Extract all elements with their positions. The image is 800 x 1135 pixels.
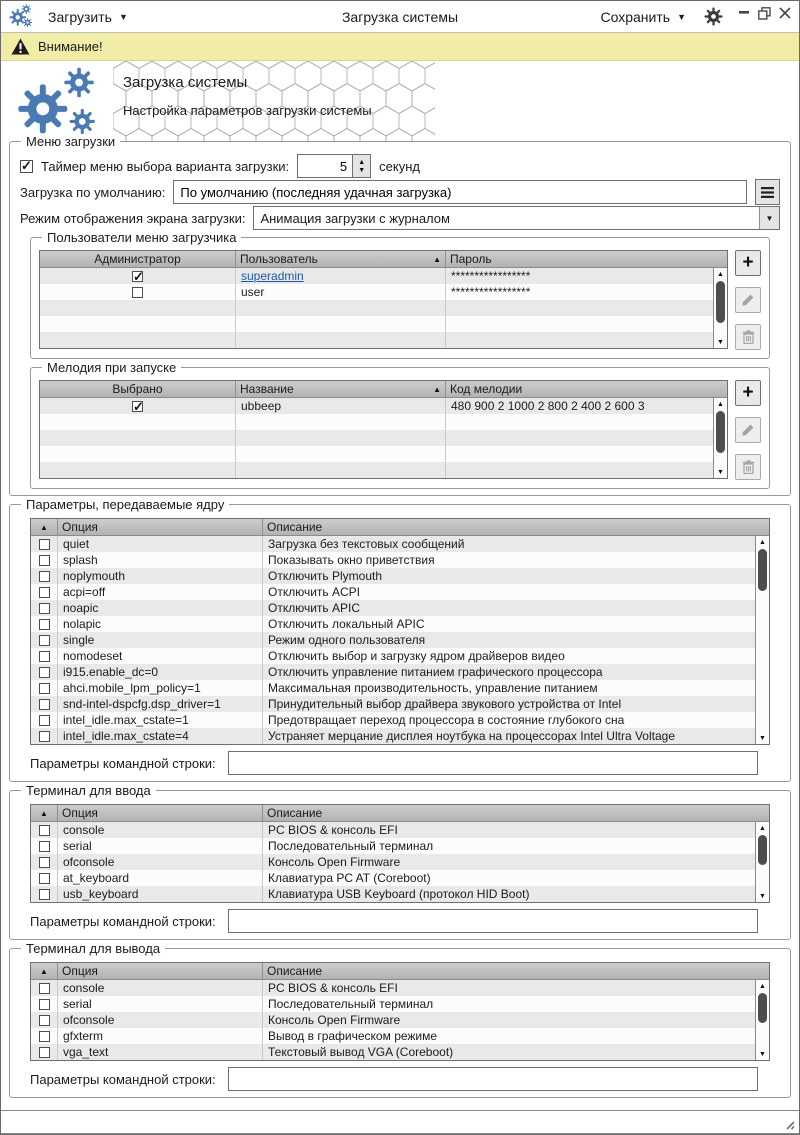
input-term-col-check[interactable]: [31, 805, 57, 821]
display-mode-select[interactable]: [253, 206, 780, 230]
melody-table: [39, 380, 728, 479]
terminal-checkbox[interactable]: [39, 999, 50, 1010]
display-mode-label: Режим отображения экрана загрузки:: [20, 210, 246, 226]
empty-row: [40, 462, 713, 478]
scroll-up-icon[interactable]: ▲: [759, 983, 766, 990]
kernel-cmdline-label: Параметры командной строки:: [30, 755, 216, 771]
scroll-up-icon[interactable]: ▲: [759, 539, 766, 546]
scroll-thumb[interactable]: [758, 993, 767, 1023]
kernel-scrollbar[interactable]: [755, 536, 769, 744]
input-terminal-legend: Терминал для ввода: [21, 783, 156, 798]
timer-spin-buttons[interactable]: [353, 154, 371, 178]
melody-row[interactable]: [40, 398, 713, 414]
kernel-param-row[interactable]: noplymouth Отключить Plymouth: [31, 568, 755, 584]
app-logo-gears-icon: [17, 67, 103, 135]
melody-scrollbar[interactable]: [713, 398, 727, 478]
maximize-button[interactable]: [758, 7, 771, 20]
scroll-thumb[interactable]: [758, 835, 767, 865]
chevron-down-icon: ▼: [118, 11, 128, 22]
output-terminal-legend: Терминал для вывода: [21, 941, 165, 956]
admin-checkbox[interactable]: [132, 271, 143, 282]
scroll-down-icon[interactable]: ▼: [759, 893, 766, 900]
param-checkbox[interactable]: [39, 667, 50, 678]
terminal-checkbox[interactable]: [39, 857, 50, 868]
input-terminal-row[interactable]: ofconsole Консоль Open Firmware: [31, 854, 755, 870]
empty-row: [40, 332, 713, 348]
terminal-checkbox[interactable]: [39, 1047, 50, 1058]
settings-button[interactable]: [704, 7, 723, 26]
boot-users-legend: Пользователи меню загрузчика: [42, 230, 241, 245]
param-checkbox[interactable]: [39, 555, 50, 566]
save-menu-button[interactable]: Сохранить ▼: [600, 8, 686, 25]
output-terminal-row[interactable]: serial Последовательный терминал: [31, 996, 755, 1012]
input-terminal-row[interactable]: serial Последовательный терминал: [31, 838, 755, 854]
param-checkbox[interactable]: [39, 651, 50, 662]
chevron-down-icon: ▼: [677, 11, 686, 22]
kernel-param-row[interactable]: intel_idle.max_cstate=1 Предотвращает переход процессора в состояние глубокого сна: [31, 712, 755, 728]
plus-icon: +: [742, 252, 754, 273]
kernel-param-row[interactable]: quiet Загрузка без текстовых сообщений: [31, 536, 755, 552]
users-table: [39, 250, 728, 349]
load-menu-button[interactable]: Загрузить ▼: [48, 8, 128, 25]
kernel-params-table: [30, 518, 770, 745]
sort-asc-icon: ▲: [433, 254, 441, 264]
scroll-down-icon[interactable]: ▼: [717, 469, 724, 476]
spin-up-icon: ▲: [358, 158, 366, 166]
kernel-params-legend: Параметры, передаваемые ядру: [21, 497, 229, 512]
input-terminal-cmdline-label: Параметры командной строки:: [30, 913, 216, 929]
kernel-param-row[interactable]: snd-intel-dspcfg.dsp_driver=1 Принудительный выбор драйвера звукового устройства от Intel: [31, 696, 755, 712]
terminal-checkbox[interactable]: [39, 889, 50, 900]
kernel-col-check[interactable]: [31, 519, 57, 535]
display-mode-value: Анимация загрузки с журналом: [260, 210, 450, 226]
input-terminal-row[interactable]: usb_keyboard Клавиатура USB Keyboard (протокол HID Boot): [31, 886, 755, 902]
app-gears-icon: [9, 4, 35, 30]
param-checkbox[interactable]: [39, 539, 50, 550]
delete-user-button[interactable]: [735, 324, 761, 350]
startup-melody-group: [30, 360, 770, 489]
admin-checkbox[interactable]: [132, 287, 143, 298]
output-terminal-scrollbar[interactable]: [755, 980, 769, 1060]
melody-col-checked[interactable]: Выбрано: [112, 382, 163, 396]
param-checkbox[interactable]: [39, 587, 50, 598]
kernel-col-option[interactable]: Опция: [57, 519, 262, 535]
input-terminal-scrollbar[interactable]: [755, 822, 769, 902]
titlebar: [1, 1, 799, 33]
input-term-col-desc[interactable]: Описание: [262, 805, 769, 821]
scroll-up-icon[interactable]: ▲: [717, 271, 724, 278]
param-checkbox[interactable]: [39, 715, 50, 726]
kernel-param-row[interactable]: nolapic Отключить локальный APIC: [31, 616, 755, 632]
scroll-down-icon[interactable]: ▼: [717, 339, 724, 346]
kernel-param-row[interactable]: ahci.mobile_lpm_policy=1 Максимальная производительность, управление питанием: [31, 680, 755, 696]
users-col-admin[interactable]: Администратор: [94, 252, 181, 266]
melody-name-cell: ubbeep: [235, 398, 445, 414]
timer-spinbox: [297, 154, 371, 178]
trash-icon: [742, 330, 755, 344]
page-title: Загрузка системы: [123, 74, 248, 91]
boot-entries-menu-button[interactable]: [755, 179, 780, 205]
param-checkbox[interactable]: [39, 635, 50, 646]
kernel-param-row[interactable]: i915.enable_dc=0 Отключить управление питанием графического процессора: [31, 664, 755, 680]
terminal-checkbox[interactable]: [39, 983, 50, 994]
scroll-thumb[interactable]: [758, 549, 767, 591]
melody-col-name[interactable]: Название ▲: [235, 381, 445, 397]
melody-checkbox[interactable]: [132, 401, 143, 412]
sort-asc-icon: ▲: [40, 966, 48, 976]
password-cell: *****************: [445, 284, 713, 300]
warning-icon: [11, 38, 30, 55]
kernel-param-row[interactable]: noapic Отключить APIC: [31, 600, 755, 616]
scroll-down-icon[interactable]: ▼: [759, 735, 766, 742]
scroll-up-icon[interactable]: ▲: [759, 825, 766, 832]
sort-asc-icon: ▲: [40, 808, 48, 818]
input-terminal-group: [9, 783, 791, 940]
output-terminal-row[interactable]: ofconsole Консоль Open Firmware: [31, 1012, 755, 1028]
add-user-button[interactable]: [735, 250, 761, 276]
plus-icon: +: [742, 382, 754, 403]
empty-row: [40, 446, 713, 462]
users-col-password[interactable]: Пароль: [445, 251, 727, 267]
input-term-col-option[interactable]: Опция: [57, 805, 262, 821]
empty-row: [40, 316, 713, 332]
user-row[interactable]: [40, 268, 713, 284]
user-link[interactable]: superadmin: [241, 269, 304, 283]
terminal-checkbox[interactable]: [39, 1015, 50, 1026]
empty-row: [40, 430, 713, 446]
empty-row: [40, 414, 713, 430]
boot-menu-group: [9, 134, 791, 496]
password-cell: *****************: [445, 268, 713, 284]
melody-col-code[interactable]: Код мелодии: [445, 381, 727, 397]
scroll-up-icon[interactable]: ▲: [717, 401, 724, 408]
window-title: Загрузка системы: [341, 8, 459, 25]
kernel-params-group: [9, 497, 791, 782]
page-header: [1, 61, 799, 141]
spin-down-icon: ▼: [358, 166, 366, 174]
pencil-icon: [741, 423, 755, 437]
input-terminal-row[interactable]: console PC BIOS & консоль EFI: [31, 822, 755, 838]
output-terminal-group: [9, 941, 791, 1098]
kernel-param-row[interactable]: acpi=off Отключить ACPI: [31, 584, 755, 600]
user-row[interactable]: [40, 284, 713, 300]
output-terminal-table: [30, 962, 770, 1061]
param-checkbox[interactable]: [39, 731, 50, 742]
warning-banner: [1, 33, 799, 61]
param-checkbox[interactable]: [39, 571, 50, 582]
terminal-checkbox[interactable]: [39, 873, 50, 884]
resize-grip[interactable]: [783, 1119, 795, 1130]
output-terminal-cmdline-input[interactable]: [228, 1067, 758, 1091]
delete-melody-button[interactable]: [735, 454, 761, 480]
param-checkbox[interactable]: [39, 683, 50, 694]
warning-text: Внимание!: [38, 39, 103, 54]
output-terminal-row[interactable]: vga_text Текстовый вывод VGA (Coreboot): [31, 1044, 755, 1060]
edit-melody-button[interactable]: [735, 417, 761, 443]
close-button[interactable]: [779, 7, 791, 19]
default-boot-input[interactable]: [173, 180, 747, 204]
terminal-checkbox[interactable]: [39, 825, 50, 836]
timer-unit-label: секунд: [379, 158, 420, 174]
kernel-param-row[interactable]: intel_idle.max_cstate=4 Устраняет мерцание дисплея ноутбука на процессорах Intel Ultra Voltage: [31, 728, 755, 744]
param-checkbox[interactable]: [39, 603, 50, 614]
output-terminal-row[interactable]: gfxterm Вывод в графическом режиме: [31, 1028, 755, 1044]
startup-melody-legend: Мелодия при запуске: [42, 360, 181, 375]
kernel-param-row[interactable]: single Режим одного пользователя: [31, 632, 755, 648]
sort-asc-icon: ▲: [40, 522, 48, 532]
boot-users-group: [30, 230, 770, 359]
kernel-param-row[interactable]: nomodeset Отключить выбор и загрузку ядром драйверов видео: [31, 648, 755, 664]
kernel-param-row[interactable]: splash Показывать окно приветствия: [31, 552, 755, 568]
melody-code-cell: 480 900 2 1000 2 800 2 400 2 600 3: [445, 398, 713, 414]
input-terminal-row[interactable]: at_keyboard Клавиатура PC AT (Coreboot): [31, 870, 755, 886]
add-melody-button[interactable]: [735, 380, 761, 406]
param-checkbox[interactable]: [39, 699, 50, 710]
page-subtitle: Настройка параметров загрузки системы: [123, 103, 372, 118]
sort-asc-icon: ▲: [433, 384, 441, 394]
kernel-col-desc[interactable]: Описание: [262, 519, 769, 535]
chevron-down-icon: ▼: [759, 207, 779, 229]
timer-value-input[interactable]: [297, 154, 353, 178]
param-checkbox[interactable]: [39, 619, 50, 630]
terminal-checkbox[interactable]: [39, 1031, 50, 1042]
timer-checkbox[interactable]: [20, 160, 33, 173]
output-term-col-desc[interactable]: Описание: [262, 963, 769, 979]
input-terminal-cmdline-input[interactable]: [228, 909, 758, 933]
output-term-col-check[interactable]: [31, 963, 57, 979]
user-cell: user: [235, 284, 445, 300]
edit-user-button[interactable]: [735, 287, 761, 313]
trash-icon: [742, 460, 755, 474]
kernel-cmdline-input[interactable]: [228, 751, 758, 775]
terminal-checkbox[interactable]: [39, 841, 50, 852]
scroll-thumb[interactable]: [716, 281, 725, 323]
default-boot-label: Загрузка по умолчанию:: [20, 184, 166, 200]
boot-menu-legend: Меню загрузки: [21, 134, 120, 149]
timer-label: Таймер меню выбора варианта загрузки:: [41, 158, 290, 174]
input-terminal-table: [30, 804, 770, 903]
users-col-user[interactable]: Пользователь ▲: [235, 251, 445, 267]
empty-row: [40, 300, 713, 316]
output-terminal-row[interactable]: console PC BIOS & консоль EFI: [31, 980, 755, 996]
pencil-icon: [741, 293, 755, 307]
minimize-button[interactable]: [739, 7, 750, 19]
output-term-col-option[interactable]: Опция: [57, 963, 262, 979]
users-scrollbar[interactable]: [713, 268, 727, 348]
output-terminal-cmdline-label: Параметры командной строки:: [30, 1071, 216, 1087]
status-bar: [1, 1110, 799, 1134]
scroll-thumb[interactable]: [716, 411, 725, 453]
hamburger-icon: [761, 187, 774, 198]
scroll-down-icon[interactable]: ▼: [759, 1051, 766, 1058]
